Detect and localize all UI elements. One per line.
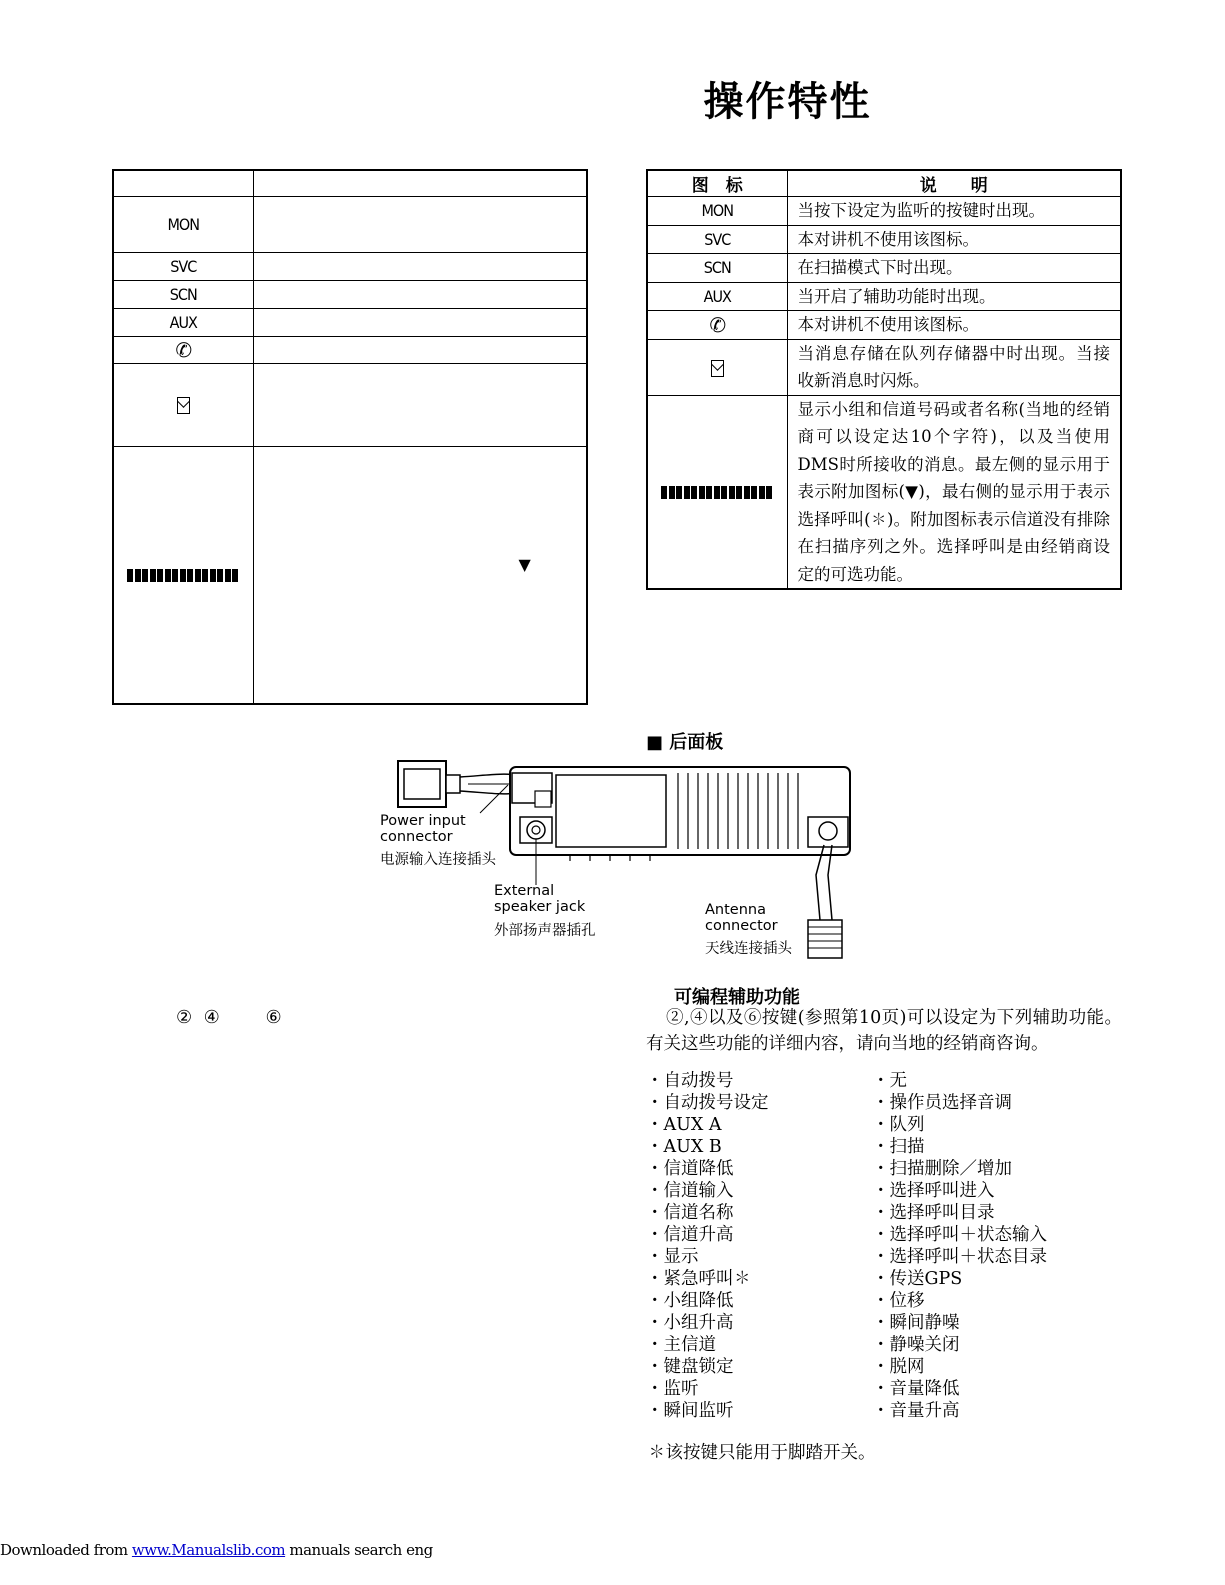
aux-function-list-left: [646, 1070, 769, 1422]
aux-function-item: ・传送GPS: [872, 1269, 963, 1289]
footer-suffix: manuals search eng: [285, 1541, 433, 1559]
aux-function-item: ・脱网: [872, 1357, 925, 1377]
aux-function-item: ・操作员选择音调: [872, 1093, 1012, 1113]
aux-function-item: ・监听: [646, 1379, 699, 1399]
rear-panel-heading: ■ 后面板: [646, 732, 724, 753]
aux-function-item: ・信道降低: [646, 1159, 734, 1179]
aux-function-item: ・主信道: [646, 1335, 716, 1355]
left-triangle-icon: ▼: [518, 554, 531, 574]
aux-icon: AUX: [647, 282, 787, 311]
aux-function-item: ・静噪关闭: [872, 1335, 960, 1355]
power-input-label-cn: 电源输入连接插头: [380, 852, 496, 868]
speaker-jack-label-en: External speaker jack: [494, 883, 586, 915]
aux-function-item: ・选择呼叫进入: [872, 1181, 995, 1201]
aux-intro-text: ②,④以及⑥按键(参照第10页)可以设定为下列辅助功能。有关这些功能的详细内容，请向当地的经销商咨询。: [646, 1008, 1122, 1054]
download-footer: [0, 1541, 433, 1559]
dot-matrix-display-icon: [647, 395, 787, 589]
aux-function-item: ・选择呼叫目录: [872, 1203, 995, 1223]
left-dot-matrix-display-icon: [127, 565, 240, 584]
aux-function-item: ・AUX B: [646, 1137, 722, 1157]
svc-description: 本对讲机不使用该图标。: [787, 225, 1121, 254]
left-icon-table: [112, 169, 588, 705]
aux-function-item: ・选择呼叫＋状态目录: [872, 1247, 1047, 1267]
left-svc-icon: SVC: [113, 252, 253, 280]
aux-function-item: ・选择呼叫＋状态输入: [872, 1225, 1047, 1245]
aux-function-item: ・小组升高: [646, 1313, 734, 1333]
speaker-jack-label-cn: 外部扬声器插孔: [494, 923, 596, 939]
left-mon-icon: MON: [113, 196, 253, 252]
left-display-icon: [113, 446, 253, 704]
aux-function-item: ・音量升高: [872, 1401, 960, 1421]
page-title: 操作特性: [703, 79, 872, 125]
aux-function-item: ・瞬间静噪: [872, 1313, 960, 1333]
mon-description: 当按下设定为监听的按键时出现。: [787, 197, 1121, 226]
envelope-description: 当消息存储在队列存储器中时出现。当接收新消息时闪烁。: [787, 339, 1121, 395]
antenna-label-en: Antenna connector: [705, 902, 778, 934]
phone-description: 本对讲机不使用该图标。: [787, 311, 1121, 340]
mon-icon: MON: [647, 197, 787, 226]
display-description: 显示小组和信道号码或者名称(当地的经销商可以设定达10个字符)，以及当使用DMS时所接收的消息。最左侧的显示用于表示附加图标(▼)，最右侧的显示用于表示选择呼叫(✽)。附加图标表示信道没有排除在扫描序列之外。选择呼叫是由经销商设定的可选功能。: [787, 395, 1121, 589]
scn-description: 在扫描模式下时出现。: [787, 254, 1121, 283]
header-icon: 图 标: [647, 170, 787, 197]
footnote: ✽该按键只能用于脚踏开关。: [648, 1443, 876, 1463]
aux-function-item: ・扫描: [872, 1137, 925, 1157]
aux-function-list-right: [872, 1070, 1047, 1422]
envelope-icon: [647, 339, 787, 395]
footer-prefix: Downloaded from: [0, 1541, 132, 1559]
scn-icon: SCN: [647, 254, 787, 283]
aux-function-item: ・AUX A: [646, 1115, 722, 1135]
aux-function-item: ・紧急呼叫✽: [646, 1269, 751, 1289]
aux-function-item: ・扫描删除／增加: [872, 1159, 1012, 1179]
antenna-label-cn: 天线连接插头: [705, 941, 792, 957]
aux-description: 当开启了辅助功能时出现。: [787, 282, 1121, 311]
svc-icon: SVC: [647, 225, 787, 254]
phone-icon: ✆: [647, 311, 787, 340]
aux-function-item: ・瞬间监听: [646, 1401, 734, 1421]
left-header-icon: [113, 170, 253, 196]
aux-function-item: ・键盘锁定: [646, 1357, 734, 1377]
header-description: 说 明: [787, 170, 1121, 197]
aux-function-item: ・小组降低: [646, 1291, 734, 1311]
aux-function-item: ・自动拨号: [646, 1071, 734, 1091]
aux-function-item: ・信道名称: [646, 1203, 734, 1223]
icon-description-table: [646, 169, 1122, 590]
aux-function-item: ・队列: [872, 1115, 925, 1135]
aux-function-item: ・自动拨号设定: [646, 1093, 769, 1113]
left-header-desc: [253, 170, 587, 196]
left-envelope-icon: [113, 363, 253, 446]
power-input-label-en: Power input connector: [380, 813, 466, 845]
aux-function-item: ・无: [872, 1071, 907, 1091]
aux-section-heading: 可编程辅助功能: [674, 987, 800, 1008]
left-scn-icon: SCN: [113, 280, 253, 308]
manualslib-link[interactable]: www.Manualslib.com: [131, 1541, 286, 1559]
aux-function-item: ・音量降低: [872, 1379, 960, 1399]
aux-function-item: ・信道输入: [646, 1181, 734, 1201]
aux-function-item: ・显示: [646, 1247, 699, 1267]
left-key-numbers: ② ④ ⑥: [176, 1007, 282, 1028]
aux-function-item: ・位移: [872, 1291, 925, 1311]
aux-function-item: ・信道升高: [646, 1225, 734, 1245]
left-aux-icon: AUX: [113, 308, 253, 336]
left-phone-icon: ✆: [113, 336, 253, 363]
